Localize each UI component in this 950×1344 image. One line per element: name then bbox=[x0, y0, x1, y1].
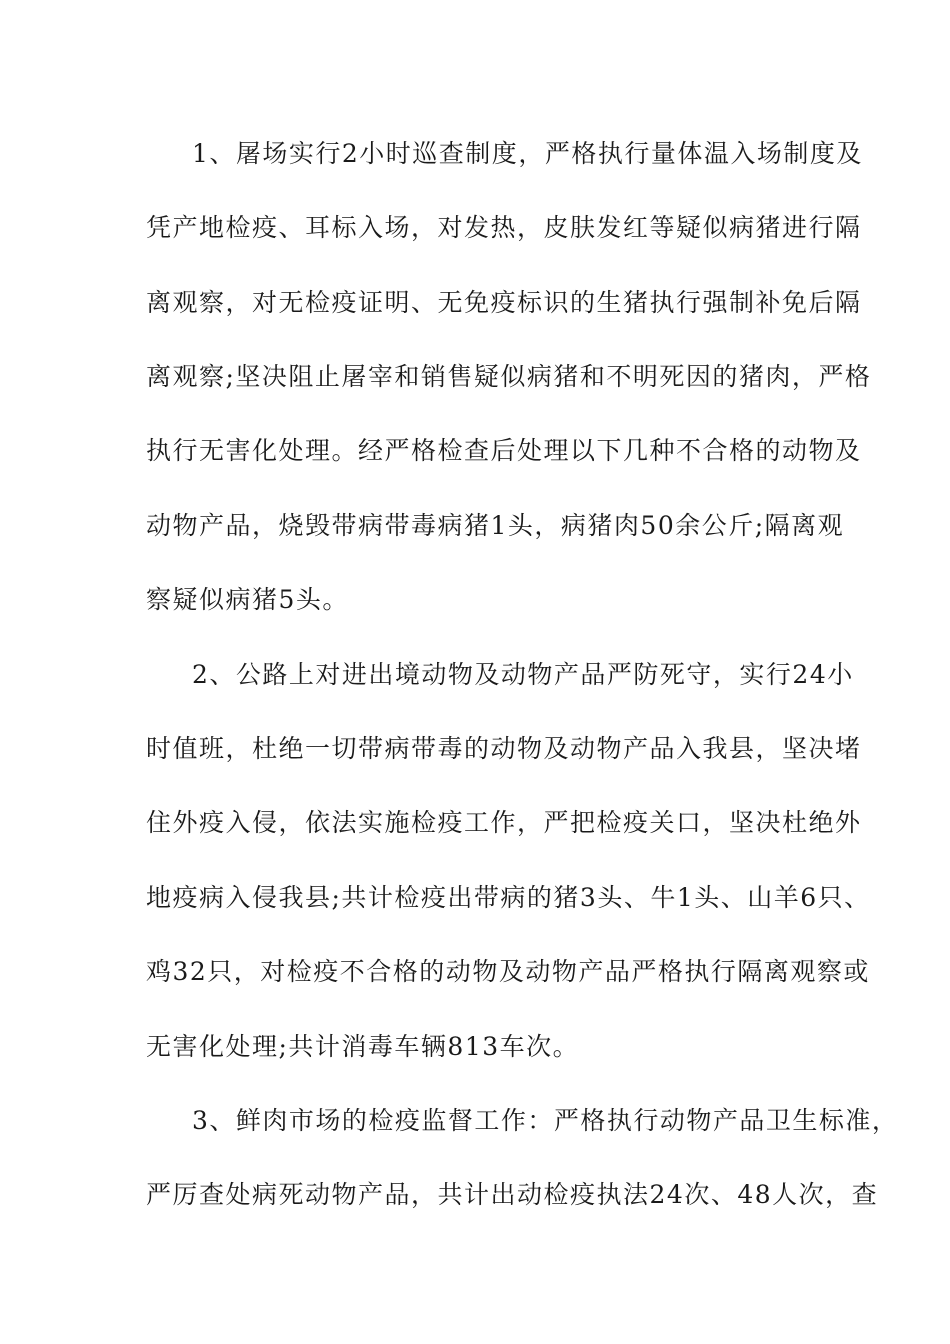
paragraph-1-line-1: 1、屠场实行2小时巡查制度，严格执行量体温入场制度及 bbox=[192, 139, 863, 168]
paragraph-3-line-2: 严厉查处病死动物产品，共计出动检疫执法24次、48人次，查 bbox=[146, 1180, 879, 1209]
paragraph-3-line-1: 3、鲜肉市场的检疫监督工作：严格执行动物产品卫生标准， bbox=[192, 1106, 899, 1135]
paragraph-1-line-7: 察疑似病猪5头。 bbox=[146, 585, 349, 614]
paragraph-1-line-3: 离观察，对无检疫证明、无免疫标识的生猪执行强制补免后隔 bbox=[146, 288, 862, 317]
paragraph-2-line-2: 时值班，杜绝一切带病带毒的动物及动物产品入我县，坚决堵 bbox=[146, 734, 862, 763]
paragraph-2-line-1: 2、公路上对进出境动物及动物产品严防死守，实行24小 bbox=[192, 660, 854, 689]
paragraph-2-line-3: 住外疫入侵，依法实施检疫工作，严把检疫关口，坚决杜绝外 bbox=[146, 808, 862, 837]
paragraph-2-line-4: 地疫病入侵我县;共计检疫出带病的猪3头、牛1头、山羊6只、 bbox=[146, 883, 871, 912]
paragraph-2-line-5: 鸡32只，对检疫不合格的动物及动物产品严格执行隔离观察或 bbox=[146, 957, 870, 986]
paragraph-1-line-4: 离观察;坚决阻止屠宰和销售疑似病猪和不明死因的猪肉，严格 bbox=[146, 362, 872, 391]
paragraph-1-line-5: 执行无害化处理。经严格检查后处理以下几种不合格的动物及 bbox=[146, 436, 862, 465]
paragraph-2-line-6: 无害化处理;共计消毒车辆813车次。 bbox=[146, 1032, 580, 1061]
paragraph-1-line-2: 凭产地检疫、耳标入场，对发热，皮肤发红等疑似病猪进行隔 bbox=[146, 213, 862, 242]
paragraph-1-line-6: 动物产品，烧毁带病带毒病猪1头，病猪肉50余公斤;隔离观 bbox=[146, 511, 845, 540]
